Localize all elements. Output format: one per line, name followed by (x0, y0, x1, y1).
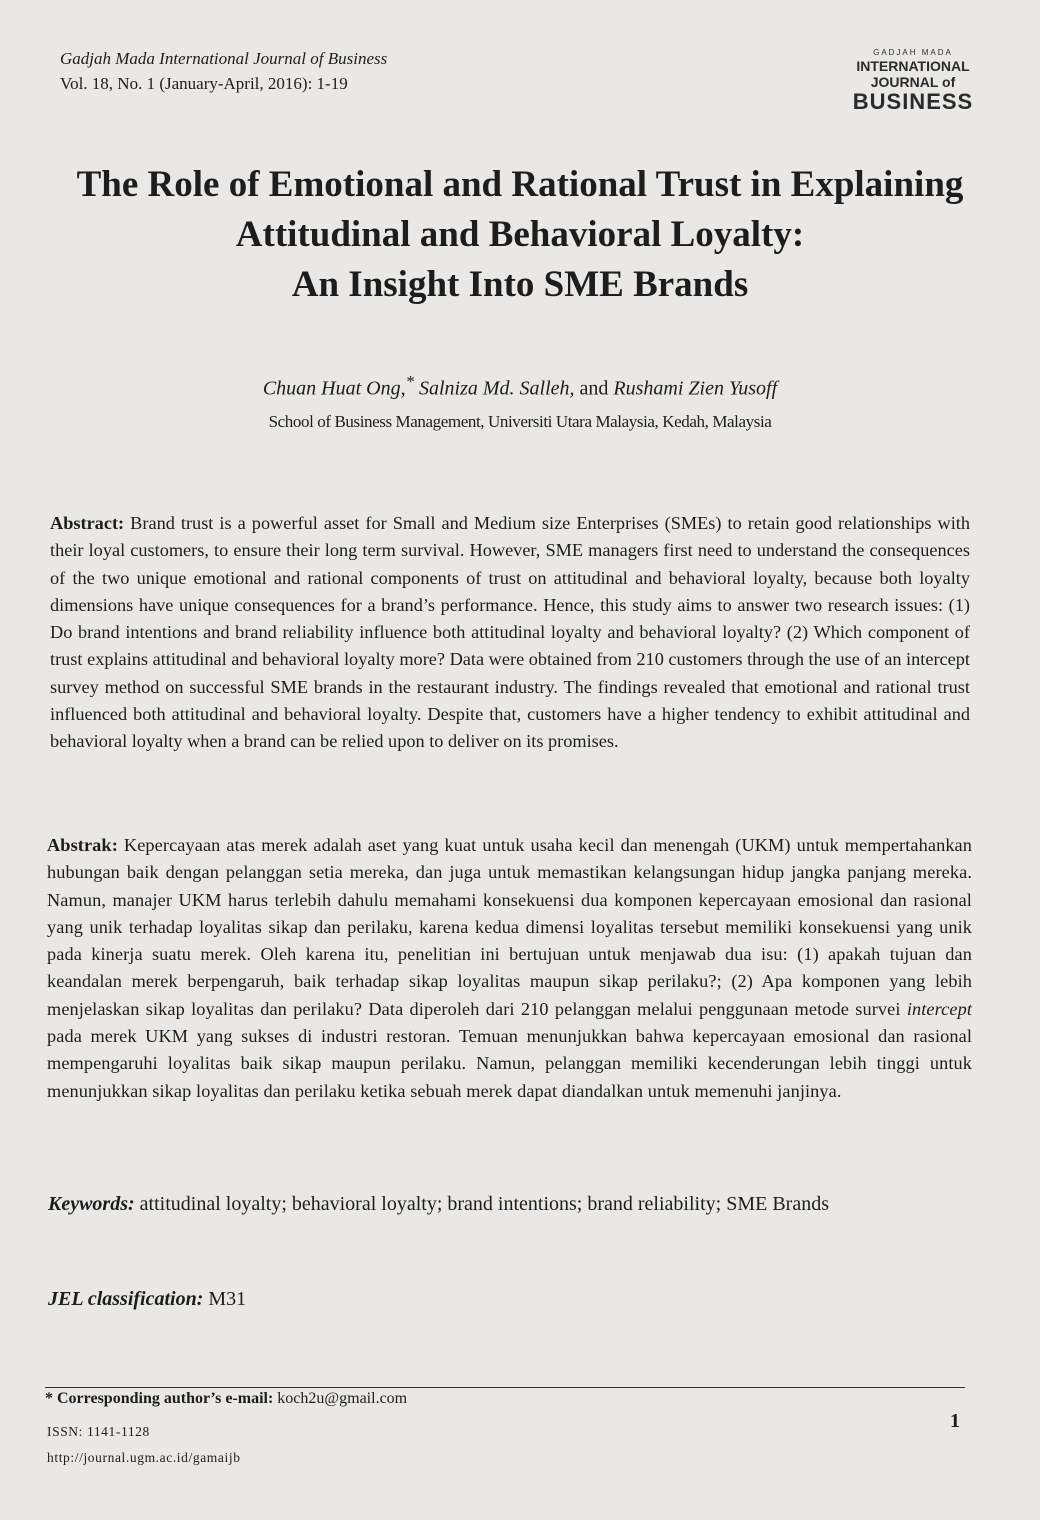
title-line-3: An Insight Into SME Brands (291, 264, 749, 305)
abstrak-italic-term: intercept (906, 998, 973, 1019)
journal-name: Gadjah Mada International Journal of Business (60, 49, 388, 68)
abstract (50, 510, 970, 756)
abstrak-label: Abstrak: (47, 835, 118, 855)
author-3: Rushami Zien Yusoff (613, 377, 778, 400)
author-conjunction: and (579, 377, 609, 400)
title-line-1: The Role of Emotional and Rational Trust in Explaining (76, 164, 964, 205)
logo-line-3: JOURNAL of (870, 74, 956, 90)
keywords-label: Keywords: (48, 1193, 135, 1215)
title-line-2: Attitudinal and Behavioral Loyalty: (235, 214, 805, 255)
author-1: Chuan Huat Ong, (262, 377, 406, 400)
corresponding-mark: * (405, 372, 414, 391)
logo-line-1: GADJAH MADA (873, 48, 953, 57)
author-2: Salniza Md. Salleh, (418, 377, 575, 400)
corresponding-author (45, 1390, 407, 1408)
abstrak-text-1: Kepercayaan atas merek adalah aset yang kuat untuk usaha kecil dan menengah (UKM) untuk mempertahankan hubungan baik dengan pelanggan setia mereka, dan juga untuk memastikan kelangsungan hidup jangka panjang mereka. Namun, manajer UKM harus terlebih dahulu memahami konsekuensi dua komponen kepercayaan emosional dan rasional yang unik terhadap loyalitas sikap dan perilaku, karena kedua dimensi loyalitas tersebut memiliki konsekuensi yang unik pada kinerja suatu merek. Oleh karena itu, penelitian ini bertujuan untuk menjawab dua isu: (1) apakah tujuan dan keandalan merek berpengaruh, baik terhadap sikap loyalitas maupun sikap perilaku?; (2) Apa komponen yang lebih menjelaskan sikap loyalitas dan perilaku? Data diperoleh dari 210 pelanggan melalui penggunaan metode survei (47, 835, 973, 1019)
page-number: 1 (950, 1410, 960, 1432)
affiliation: School of Business Management, Universiti Utara Malaysia, Kedah, Malaysia (268, 412, 772, 431)
abstract-label: Abstract: (50, 513, 125, 533)
keywords (48, 1190, 1040, 1218)
journal-logo (848, 48, 978, 114)
abstrak-text-2: pada merek UKM yang sukses di industri restoran. Temuan menunjukkan bahwa kepercayaan emosional dan rasional mempengaruhi loyalitas baik sikap maupun perilaku. Namun, pelanggan memiliki kecenderungan lebih tinggi untuk menunjukkan sikap loyalitas dan perilaku ketika sebuah merek dapat diandalkan untuk memenuhi janjinya. (47, 1026, 972, 1101)
keywords-text: attitudinal loyalty; behavioral loyalty; brand intentions; brand reliability; SME Brands (139, 1193, 829, 1215)
issn: ISSN: 1141-1128 (47, 1424, 150, 1439)
corresponding-label: * Corresponding author’s e-mail: (45, 1390, 274, 1407)
author-list (0, 372, 1040, 401)
footnote-divider (45, 1387, 965, 1388)
journal-header (60, 46, 387, 96)
jel-classification (48, 1288, 246, 1311)
abstract-text: Brand trust is a powerful asset for Small and Medium size Enterprises (SMEs) to retain good relationships with their loyal customers, to ensure their long term survival. However, SME managers first need to understand the consequences of the two unique emotional and rational components of trust on attitudinal and behavioral loyalty, because both loyalty dimensions have unique consequences for a brand’s performance. Hence, this study aims to answer two research issues: (1) Do brand intentions and brand reliability influence both attitudinal loyalty and behavioral loyalty? (2) Which component of trust explains attitudinal and behavioral loyalty more? Data were obtained from 210 customers through the use of an intercept survey method on successful SME brands in the restaurant industry. The findings revealed that emotional and rational trust influenced both attitudinal and behavioral loyalty. Despite that, customers have a higher tendency to exhibit attitudinal and behavioral loyalty when a brand can be relied upon to deliver on its promises. (50, 513, 971, 752)
jel-label: JEL classification: (48, 1288, 204, 1310)
logo-line-4: BUSINESS (852, 89, 974, 114)
corresponding-email: koch2u@gmail.com (277, 1390, 408, 1407)
journal-issue: Vol. 18, No. 1 (January-April, 2016): 1-19 (60, 74, 348, 93)
jel-code: M31 (208, 1288, 247, 1310)
logo-line-2: INTERNATIONAL (856, 58, 970, 74)
abstrak (47, 832, 972, 1105)
journal-url: http://journal.ugm.ac.id/gamaijb (47, 1450, 241, 1465)
paper-title (40, 160, 1000, 310)
